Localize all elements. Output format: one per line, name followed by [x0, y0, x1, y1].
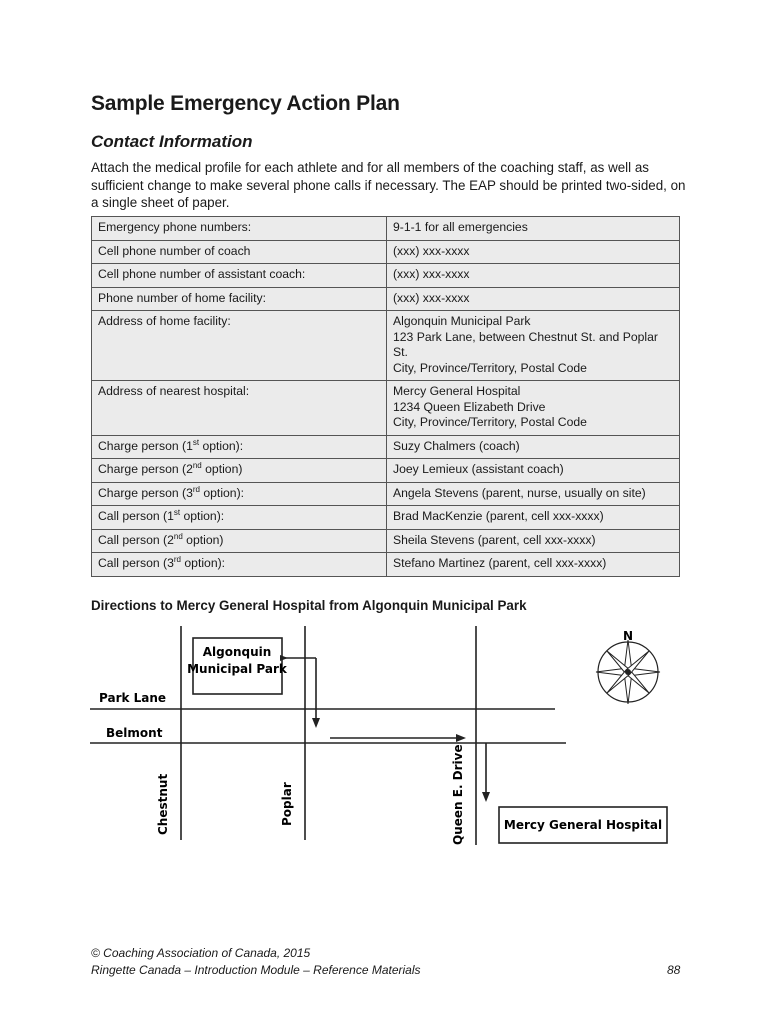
contact-label-text: Cell phone number of coach	[98, 243, 251, 258]
arrow-right-icon	[456, 734, 466, 742]
contact-label-text: st	[192, 437, 200, 447]
contact-label-text: rd	[173, 554, 181, 564]
contact-label-text: option):	[180, 509, 225, 523]
contact-value-line: Suzy Chalmers (coach)	[393, 438, 520, 453]
contact-label-text: option):	[181, 556, 226, 570]
contact-value-line: Joey Lemieux (assistant coach)	[393, 462, 564, 476]
contact-label-text: Emergency phone numbers:	[98, 220, 252, 234]
contact-label-text: option)	[182, 532, 224, 547]
belmont-label: Belmont	[106, 726, 163, 740]
page-number: 88	[667, 963, 681, 977]
contact-label-text: rd	[192, 484, 200, 494]
contact-label-text: Phone number of home facility:	[98, 290, 267, 305]
poplar-label: Poplar	[280, 782, 294, 826]
contact-value-line: Algonquin Municipal Park	[393, 314, 531, 328]
contact-label-text: st	[173, 507, 181, 517]
chestnut-label: Chestnut	[156, 773, 170, 835]
arrow-down-icon	[482, 792, 490, 802]
park-lane-label: Park Lane	[99, 691, 167, 705]
contact-label-text: Address of home facility:	[98, 314, 231, 328]
contact-value-line: (xxx) xxx-xxxx	[393, 267, 470, 281]
north-label: N	[622, 629, 634, 643]
contact-value-line: 9-1-1 for all emergencies	[393, 220, 528, 234]
footer-source: Ringette Canada – Introduction Module – Reference Materials	[91, 963, 421, 977]
contact-label-text: Charge person (1	[98, 438, 193, 453]
contact-label-text: option):	[199, 485, 245, 500]
contact-label-text: Address of nearest hospital:	[98, 384, 250, 398]
contact-value-line: City, Province/Territory, Postal Code	[393, 415, 587, 429]
directions-heading: Directions to Mercy General Hospital from Algonquin Municipal Park	[91, 598, 527, 613]
contact-value-line: City, Province/Territory, Postal Code	[393, 360, 587, 375]
queen-label: Queen E. Drive	[451, 744, 465, 845]
park-label-line2: Municipal Park	[187, 662, 287, 676]
contact-label-text: Charge person (2	[98, 462, 193, 476]
contact-label-text: nd	[192, 460, 202, 470]
contact-value-line: Mercy General Hospital	[393, 384, 521, 398]
arrow-right-icon	[280, 655, 288, 661]
contact-label-text: option)	[201, 462, 243, 476]
contact-label-text: Charge person (3	[98, 485, 193, 500]
park-label-line1: Algonquin	[202, 645, 272, 659]
intro-paragraph: Attach the medical profile for each athlete and for all members of the coaching staff, as well as sufficient change to make several phone calls if necessary. The EAP should be printed two-sided, on a single sheet of paper.	[91, 160, 686, 210]
arrow-down-icon	[312, 718, 320, 728]
footer-copyright: © Coaching Association of Canada, 2015	[91, 946, 311, 960]
section-heading: Contact Information	[91, 132, 253, 151]
contact-label-text: nd	[173, 531, 183, 541]
page-title: Sample Emergency Action Plan	[91, 92, 400, 115]
contact-value-line: Sheila Stevens (parent, cell xxx-xxxx)	[393, 532, 596, 547]
contact-value-line: (xxx) xxx-xxxx	[393, 243, 470, 258]
compass-rose-icon	[596, 640, 660, 704]
contact-value-line: 123 Park Lane, between Chestnut St. and Poplar St.	[393, 329, 658, 359]
contact-label-text: Cell phone number of assistant coach:	[98, 267, 306, 281]
contact-value-line: 1234 Queen Elizabeth Drive	[393, 399, 546, 414]
contact-value-line: (xxx) xxx-xxxx	[393, 290, 470, 305]
contact-label-text: option):	[199, 438, 244, 453]
contact-value-line: Angela Stevens (parent, nurse, usually on site)	[393, 485, 646, 500]
contact-label-text: Call person (3	[98, 556, 174, 570]
contact-label-text: Call person (2	[98, 532, 174, 547]
contact-label-text: Call person (1	[98, 509, 174, 523]
contact-value-line: Stefano Martinez (parent, cell xxx-xxxx)	[393, 556, 607, 570]
contact-value-line: Brad MacKenzie (parent, cell xxx-xxxx)	[393, 509, 604, 523]
hospital-label: Mercy General Hospital	[503, 818, 663, 832]
